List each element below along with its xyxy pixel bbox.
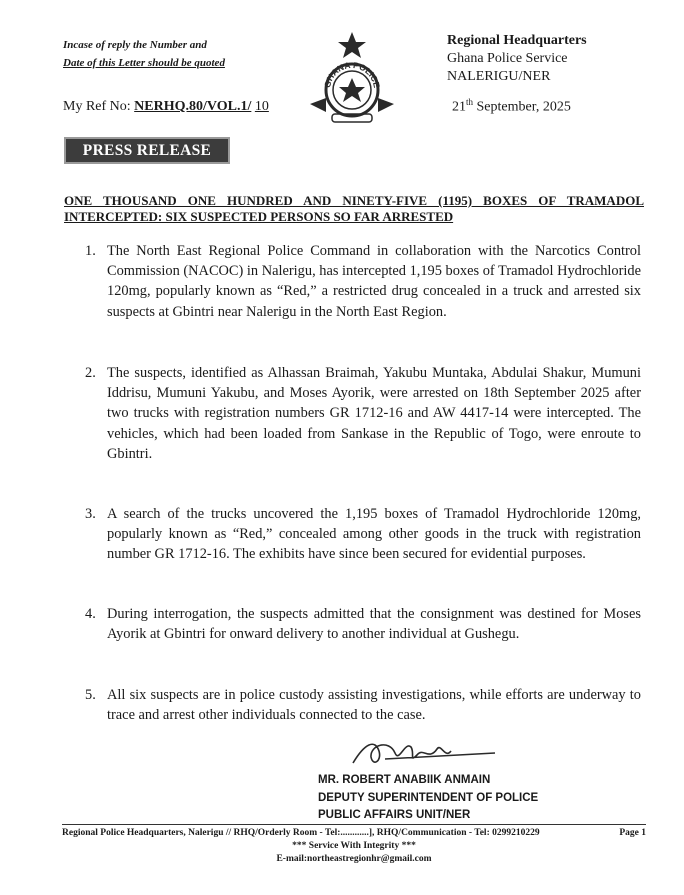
org-location: NALERIGU/NER bbox=[447, 69, 551, 84]
footer bbox=[62, 827, 646, 866]
paragraph-number: 3. bbox=[85, 506, 96, 522]
ref-label: My Ref No: bbox=[63, 99, 131, 114]
date-rest: September, 2025 bbox=[473, 99, 571, 115]
paragraph-4 bbox=[85, 604, 641, 644]
crest-text: GHANA POLICE bbox=[322, 59, 382, 89]
signatory-unit: PUBLIC AFFAIRS UNIT/NER bbox=[318, 809, 471, 821]
paragraph-1 bbox=[85, 241, 641, 322]
paragraph-3 bbox=[85, 504, 641, 565]
headline: ONE THOUSAND ONE HUNDRED AND NINETY-FIVE (1195) BOXES OF TRAMADOL INTERCEPTED: SIX SUSPECTED PERSONS SO FAR ARRESTED bbox=[64, 193, 644, 224]
paragraph-number: 4. bbox=[85, 606, 96, 622]
paragraph-2 bbox=[85, 363, 641, 464]
org-title: Regional Headquarters bbox=[447, 33, 587, 48]
press-release-banner: PRESS RELEASE bbox=[64, 137, 230, 164]
signatory-name: MR. ROBERT ANABIIK ANMAIN bbox=[318, 774, 491, 786]
signatory-block bbox=[318, 772, 538, 825]
footer-motto: *** Service With Integrity *** bbox=[292, 841, 416, 851]
reply-instruction-line2: Date of this Letter should be quoted bbox=[63, 57, 225, 69]
ref-suffix: 10 bbox=[254, 99, 269, 114]
paragraph-5 bbox=[85, 685, 641, 725]
org-name: Ghana Police Service bbox=[447, 51, 568, 66]
ghana-police-crest-logo bbox=[308, 32, 396, 124]
reply-instruction bbox=[63, 36, 225, 72]
reply-instruction-line1: Incase of reply the Number and bbox=[63, 39, 207, 51]
paragraph-text: The suspects, identified as Alhassan Braimah, Yakubu Muntaka, Abdulai Shakur, Mumuni Iddrisu, Mumuni Yakubu, and Moses Ayorik, were arrested on 18th September 2025 after two trucks with registration numbers GR 1712-16 and AW 4417-14 were intercepted. The vehicles, which had been loaded from Sankase in the Republic of Togo, were enroute to Gbintri. bbox=[107, 365, 641, 462]
letterhead-address bbox=[447, 32, 587, 86]
letter-date bbox=[452, 97, 571, 116]
ref-number: NERHQ.80/VOL.1/ bbox=[134, 99, 252, 114]
signatory-title: DEPUTY SUPERINTENDENT OF POLICE bbox=[318, 791, 539, 804]
footer-email: E-mail:northeastregionhr@gmail.com bbox=[276, 854, 432, 864]
date-suffix: th bbox=[466, 97, 474, 107]
handwritten-signature bbox=[345, 733, 505, 775]
footer-divider bbox=[62, 824, 646, 825]
paragraph-number: 5. bbox=[85, 687, 96, 703]
reference-number bbox=[63, 99, 307, 115]
paragraph-text: During interrogation, the suspects admitted that the consignment was destined for Moses Ayorik at Gbintri for onward delivery to another individual at Gushegu. bbox=[107, 606, 641, 643]
page-number: Page 1 bbox=[619, 828, 646, 838]
paragraph-text: A search of the trucks uncovered the 1,195 boxes of Tramadol Hydrochloride 120mg, popularly known as “Red,” concealed among other goods in the truck with registration number GR 1712-16. The exhibits have since been secured for evidential purposes. bbox=[107, 506, 641, 563]
paragraph-text: All six suspects are in police custody assisting investigations, while efforts are underway to trace and arrest other individuals connected to the case. bbox=[107, 687, 641, 724]
paragraph-number: 1. bbox=[85, 243, 96, 259]
footer-contact: Regional Police Headquarters, Nalerigu // RHQ/Orderly Room - Tel:............], RHQ/Communication - Tel: 0299210229 bbox=[62, 828, 540, 838]
paragraph-text: The North East Regional Police Command in collaboration with the Narcotics Control Commission (NACOC) in Nalerigu, has intercepted 1,195 boxes of Tramadol Hydrochloride 120mg, popularly known as “Red,” a restricted drug concealed in a truck and arrested six suspects at Gbintri near Nalerigu in the North East Region. bbox=[107, 243, 641, 320]
date-day: 21 bbox=[452, 99, 466, 115]
paragraph-number: 2. bbox=[85, 365, 96, 381]
